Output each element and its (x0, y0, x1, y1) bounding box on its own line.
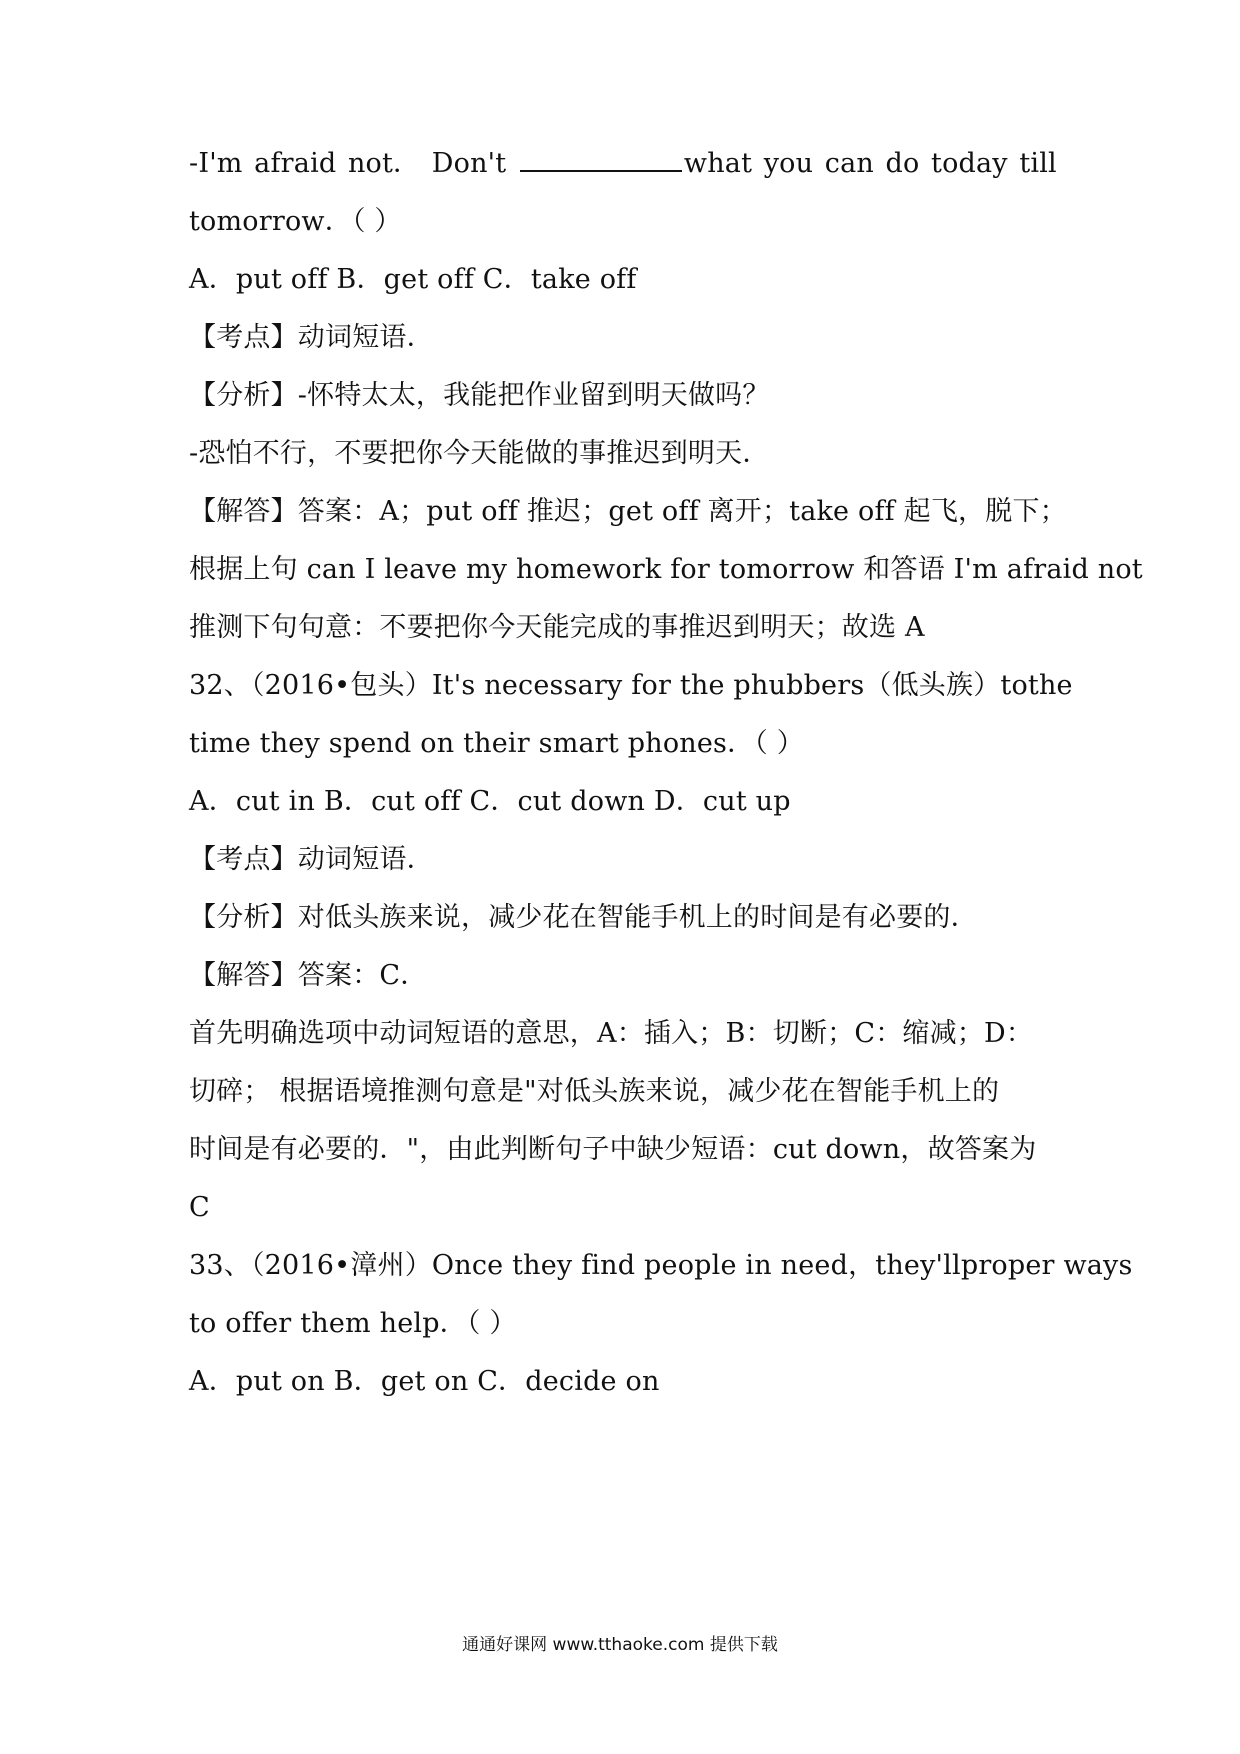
question-line: time they spend on their smart phones．（ ） (189, 728, 804, 759)
answer-line: 根据上句 can I leave my homework for tomorrow 和答语 I'm afraid not (189, 554, 1143, 585)
topic-line: 【考点】动词短语． (189, 844, 434, 875)
options-line: A．cut in B．cut off C．cut down D．cut up (189, 786, 791, 817)
options-line: A．put off B．get off C．take off (189, 264, 637, 295)
explanation-line: 时间是有必要的．"，由此判断句子中缺少短语：cut down，故答案为 (189, 1134, 1037, 1165)
text-word: afraid (254, 148, 337, 179)
options-line: A．put on B．get on C．decide on (189, 1366, 660, 1397)
analysis-line: 【分析】-怀特太太，我能把作业留到明天做吗？ (189, 380, 770, 411)
question-text: 32、（2016•包头）It's necessary for the phubbers（低头族）to (189, 670, 1028, 701)
text-word: you (763, 148, 814, 179)
explanation-line: 首先明确选项中动词短语的意思，A：插入；B：切断；C：缩减；D： (189, 1018, 1034, 1049)
text-word: today (931, 148, 1008, 179)
blank-with-word (518, 144, 752, 184)
answer-line: 【解答】答案：C． (189, 960, 428, 991)
question-line: tomorrow．（ ） (189, 206, 402, 237)
analysis-line: 【分析】对低头族来说，减少花在智能手机上的时间是有必要的． (189, 902, 978, 933)
answer-line: 【解答】答案：A；put off 推迟；get off 离开；take off 起飞，脱下； (189, 496, 1067, 527)
explanation-line: C (189, 1192, 210, 1223)
explanation-line: 切碎； 根据语境推测句意是"对低头族来说，减少花在智能手机上的 (189, 1076, 1000, 1107)
text-word: -I'm (189, 148, 243, 179)
question-text: 33、（2016•漳州）Once they find people in need，they'll (189, 1250, 961, 1281)
question-line: to offer them help．（ ） (189, 1308, 517, 1339)
text-word: not． (347, 148, 421, 179)
text-word: what (683, 148, 753, 179)
text-word: till (1019, 148, 1057, 179)
text-word: do (885, 148, 920, 179)
text-word: Don't (431, 148, 507, 179)
question-text: the (1027, 670, 1073, 701)
question-line (189, 666, 1073, 706)
question-line (189, 144, 1057, 184)
question-text: proper ways (960, 1250, 1133, 1281)
analysis-line: -恐怕不行，不要把你今天能做的事推迟到明天． (189, 438, 770, 469)
topic-line: 【考点】动词短语． (189, 322, 434, 353)
answer-blank (520, 144, 682, 172)
question-line (189, 1246, 1133, 1286)
text-word: can (824, 148, 874, 179)
page-footer: 通通好课网 www.tthaoke.com 提供下载 (462, 1635, 778, 1655)
answer-line: 推测下句句意：不要把你今天能完成的事推迟到明天；故选 A (189, 612, 925, 643)
